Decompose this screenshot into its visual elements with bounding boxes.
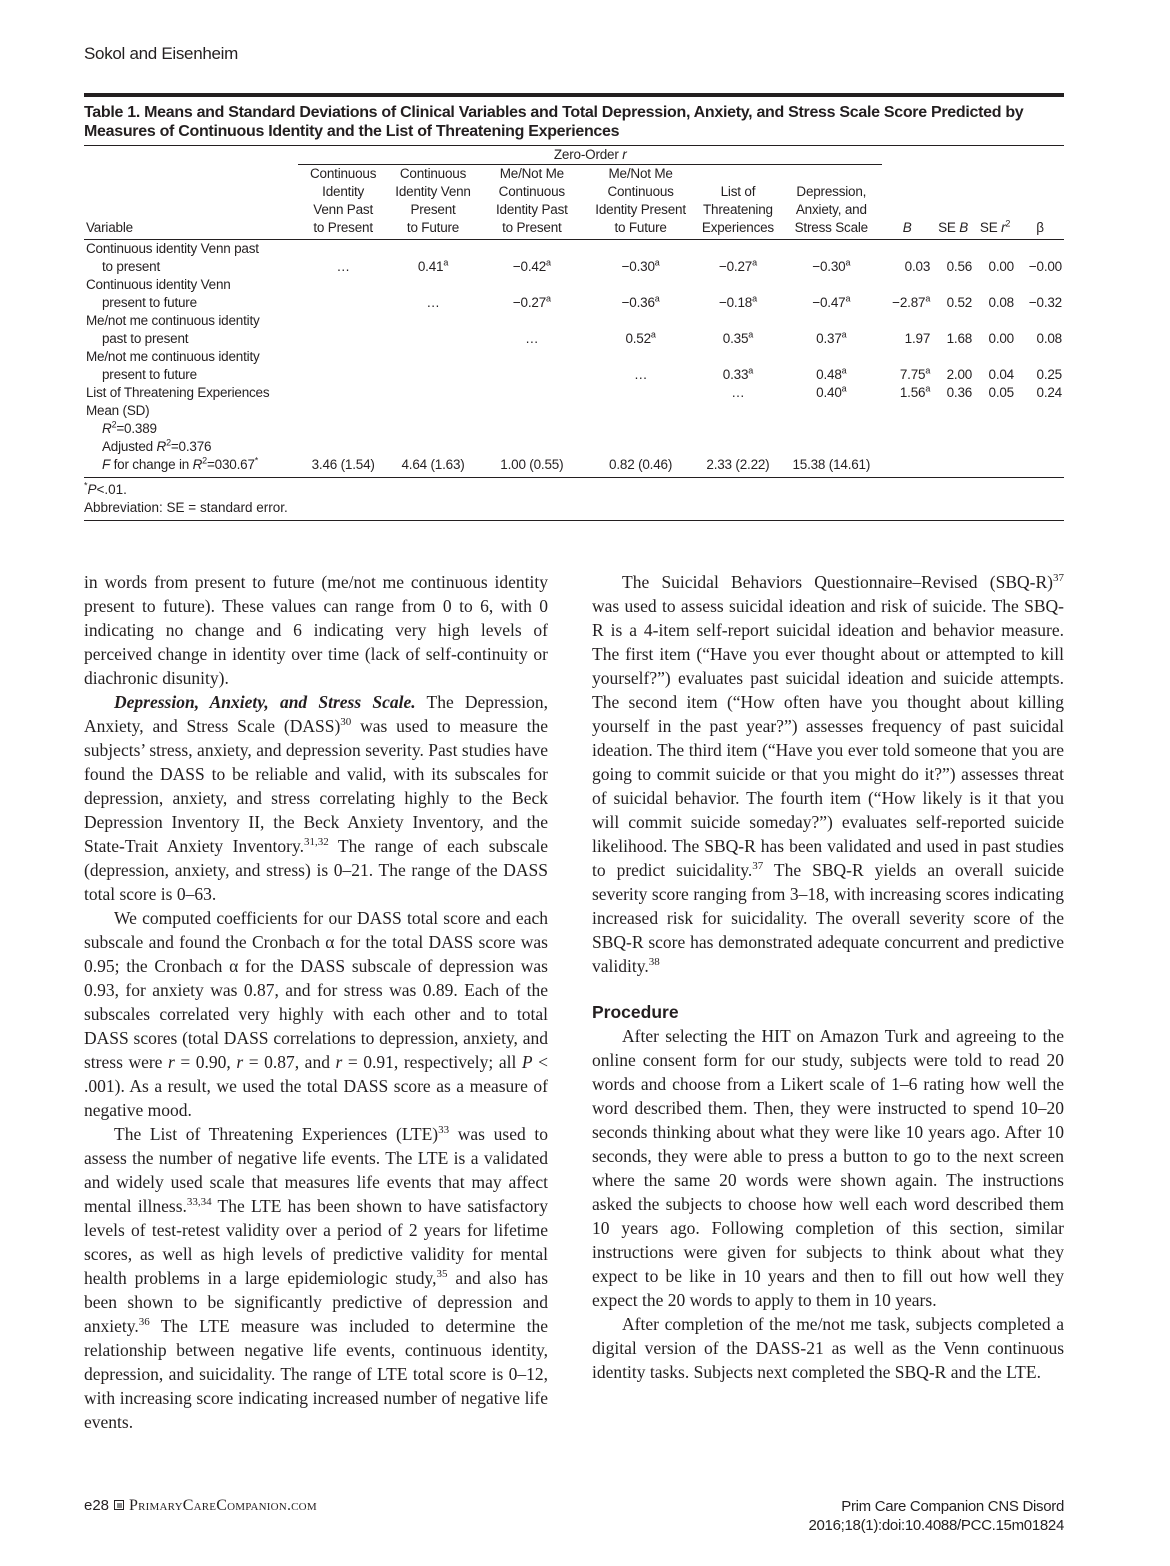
correlation-cell: 0.37$^a$ xyxy=(816,329,847,346)
citation-ref: 33 xyxy=(438,1124,450,1137)
significance-footnote: *P<.01. xyxy=(84,480,127,497)
col-header-venn-present-future: Continuous Identity Venn Present to Future xyxy=(388,165,478,240)
citation-ref: 38 xyxy=(648,956,660,969)
paragraph-procedure: After selecting the HIT on Amazon Turk and agreeing to the online consent form for our study, subjects were told to read 20 words and choose from a Likert scale of 1–6 rating how well the word described them. Then, they were instructed to spend 10–20 seconds thinking about what they were like 10 years ago. After 10 seconds, they were able to press a button to go to the next screen where the same 20 words were shown again. The instructions asked the subjects to choose how well each word described them 10 years ago. Following completion of this section, similar instructions were given for subjects to think about what they expect to be like in 10 years and then to fill out how well they expect the 20 words to apply to them in 10 years. xyxy=(592,1026,1064,1310)
table-row xyxy=(84,384,1064,402)
correlation-cell xyxy=(388,312,478,348)
paragraph-sbqr: The Suicidal Behaviors Questionnaire–Revised $(SBQ-R)^{37}$ was used to assess suicidal ideation and risk of suicide. The SBQ-R is a 4-item self-report suicidal ideation and behavior measure. The first item (“Have you ever thought about or attempted to kill yourself?”) evaluates past suicidal ideation and suicide attempts. The second item (“How often have you thought about killing yourself in the past year?”) assesses frequency of past suicidal ideation. The third item (“Have you ever told someone that you are going to commit suicide or that you might do it?”) assesses threat of suicidal behavior. The fourth item (“How likely is it that you will commit suicide someday?”) evaluates self-reported suicide likelihood. The SBQ-R has been validated and used in past studies to predict suicidality.$^{37}$ The SBQ-R yields an overall suicide severity score ranging from 3–18, with increasing scores indicating increased risk for suicidality. The overall severity score of the SBQ-R score has demonstrated adequate concurrent and predictive validity.$^{38}$ xyxy=(592,572,1064,976)
mean-cell: 1.00 (0.55) xyxy=(478,402,586,478)
citation-ref: 30 xyxy=(340,716,352,729)
se-r2-cell: 0.08 xyxy=(988,295,1014,310)
citation-ref: 37 xyxy=(1053,572,1064,585)
paragraph: in words from present to future (me/not me continuous identity present to future). These values can range from 0 to 6, with 0 indicating no change and 6 indicating very high levels of perceived change in identity over time (lack of self-continuity or diachronic disunity). xyxy=(84,572,548,688)
se-r2-cell: 0.00 xyxy=(988,331,1014,346)
se-b-cell: 1.68 xyxy=(946,331,973,346)
b-cell: 7.75$^a$ xyxy=(899,365,931,382)
correlation-cell xyxy=(298,312,388,348)
page-number: e28 xyxy=(84,1497,110,1514)
doi-citation: 2016;18(1):doi:10.4088/PCC.15m01824 xyxy=(808,1517,1064,1534)
correlation-cell: −0.27$^a$ xyxy=(512,293,551,310)
mean-cell: 4.64 (1.63) xyxy=(388,402,478,478)
correlation-cell: −0.27$^a$ xyxy=(718,257,757,274)
row-label: List of Threatening Experiences xyxy=(86,385,270,400)
table-caption: Table 1. Means and Standard Deviations of Clinical Variables and Total Depression, Anxiety, and Stress Scale Score Predicted by Measures of Continuous Identity and the List of Threatening Experiences xyxy=(84,104,1024,140)
row-label: Me/not me continuous identity present to future xyxy=(86,349,260,382)
se-r2-cell: 0.00 xyxy=(988,259,1014,274)
section-heading-procedure: Procedure xyxy=(592,1002,679,1022)
beta-cell: 0.24 xyxy=(1036,385,1062,400)
citation-ref: 33,34 xyxy=(186,1196,212,1209)
data-table xyxy=(84,146,1064,478)
b-cell: 1.97 xyxy=(904,331,931,346)
col-header-se-b: SE B xyxy=(932,165,974,240)
col-header-b: B xyxy=(882,165,932,240)
citation-ref: 36 xyxy=(138,1316,150,1329)
correlation-cell: … xyxy=(525,331,539,346)
col-header-beta: β xyxy=(1016,165,1064,240)
correlation-cell: 0.40$^a$ xyxy=(816,383,847,400)
journal-name: Prim Care Companion CNS Disord xyxy=(841,1498,1064,1515)
abbreviation-footnote: Abbreviation: SE = standard error. xyxy=(84,500,288,515)
table-1 xyxy=(84,93,1064,521)
correlation-cell: … xyxy=(426,295,440,310)
correlation-cell: 0.33$^a$ xyxy=(722,365,754,382)
adjusted-r2-stat: Adjusted $R^2=0.376$ xyxy=(102,437,212,454)
row-label: Continuous identity Venn past to present xyxy=(86,241,259,274)
correlation-cell xyxy=(298,348,388,384)
beta-cell: 0.08 xyxy=(1036,331,1062,346)
correlation-cell xyxy=(298,384,388,402)
r2-stat: $R^2=0.389$ xyxy=(102,419,157,436)
table-row-mean xyxy=(84,402,1064,478)
paragraph-cronbach: We computed coefficients for our DASS total score and each subscale and found the Cronbach α for the total DASS score was 0.95; the Cronbach α for the DASS subscale of depression was 0.93, for anxiety was 0.87, and for stress was 0.89. Each of the subscales correlated very highly with each other and to total DASS scores (total DASS correlations to depression, anxiety, and stress were r = 0.90, r = 0.87, and r = 0.91, respectively; all P < .001). As a result, we used the total DASS score as a measure of negative mood. xyxy=(84,908,549,1120)
col-header-dass: Depression, Anxiety, and Stress Scale xyxy=(780,165,882,240)
correlation-cell xyxy=(586,384,696,402)
mean-cell: 2.33 (2.22) xyxy=(695,402,780,478)
correlation-cell: −0.18$^a$ xyxy=(718,293,757,310)
table-row xyxy=(84,312,1064,348)
square-bullet-icon xyxy=(114,1500,124,1510)
correlation-cell xyxy=(298,276,388,312)
col-header-menotme-past-present: Me/Not Me Continuous Identity Past to Present xyxy=(478,165,586,240)
correlation-cell xyxy=(388,348,478,384)
beta-cell: −0.00 xyxy=(1028,259,1062,274)
se-r2-cell: 0.05 xyxy=(988,385,1014,400)
correlation-cell xyxy=(478,348,586,384)
beta-cell: −0.32 xyxy=(1028,295,1062,310)
row-label: Continuous identity Venn present to future xyxy=(86,277,231,310)
correlation-cell xyxy=(388,384,478,402)
table-footnotes xyxy=(84,478,1064,521)
left-column xyxy=(84,570,548,1434)
footer-right xyxy=(808,1497,1064,1535)
col-header-se-r2: SE $r^2$ xyxy=(974,165,1016,240)
row-label: Me/not me continuous identity past to present xyxy=(86,313,260,346)
col-header-venn-past-present: Continuous Identity Venn Past to Present xyxy=(298,165,388,240)
footer-left xyxy=(84,1497,317,1515)
table-row xyxy=(84,276,1064,312)
col-header-lte: List of Threatening Experiences xyxy=(695,165,780,240)
runin-heading: Depression, Anxiety, and Stress Scale. xyxy=(114,692,416,712)
col-header-variable: Variable xyxy=(84,165,298,240)
citation-ref: 31,32 xyxy=(303,836,329,849)
mean-cell: 15.38 (14.61) xyxy=(780,402,882,478)
running-head: Sokol and Eisenheim xyxy=(84,44,239,63)
se-b-cell: 0.56 xyxy=(946,259,973,274)
mean-cell: 0.82 (0.46) xyxy=(586,402,696,478)
correlation-cell: … xyxy=(731,385,745,400)
paragraph-lte: The List of Threatening Experiences (LTE)$^{33}$ was used to assess the number of negative life events. The LTE is a validated and widely used scale that measures life events that may affect mental illness.$^{33,34}$ The LTE has been shown to have satisfactory levels of test-retest validity over a period of 2 years for lifetime scores, as well as high levels of predictive validity for mental health problems in a large epidemiologic study,$^{35}$ and also has been shown to be significantly predictive of depression and anxiety.$^{36}$ The LTE measure was included to determine the relationship between negative life events, continuous identity, depression, and suicidality. The range of LTE total score is 0–12, with increasing score indicating increased number of negative life events. xyxy=(84,1124,548,1432)
correlation-cell: 0.41$^a$ xyxy=(417,257,449,274)
citation-ref: 35 xyxy=(436,1268,448,1281)
se-b-cell: 0.36 xyxy=(946,385,973,400)
paragraph-dass: Depression, Anxiety, and Stress Scale. The Depression, Anxiety, and Stress Scale (DASS)$^{30}$ was used to measure the subjects’ stress, anxiety, and depression severity. Past studies have found the DASS to be reliable and valid, with its subscales for depression, anxiety, and stress correlating highly to the Beck Depression Inventory II, the Beck Anxiety Inventory, and the State-Trait Anxiety Inventory.$^{31,32}$ The range of each subscale (depression, anxiety, and stress) is 0–21. The range of the DASS total score is 0–63. xyxy=(84,692,549,904)
paragraph-procedure-2: After completion of the me/not me task, subjects completed a digital version of the DASS-21 as well as the Venn continuous identity tasks. Subjects next completed the SBQ-R and the LTE. xyxy=(592,1314,1064,1382)
b-cell: 1.56$^a$ xyxy=(899,383,931,400)
correlation-cell: −0.47$^a$ xyxy=(812,293,851,310)
correlation-cell: 0.48$^a$ xyxy=(816,365,847,382)
correlation-cell: 0.52$^a$ xyxy=(625,329,656,346)
correlation-cell: −0.30$^a$ xyxy=(812,257,851,274)
correlation-cell: … xyxy=(633,367,648,382)
se-b-cell: 0.52 xyxy=(946,295,973,310)
correlation-cell: 0.35$^a$ xyxy=(722,329,754,346)
mean-label: Mean (SD) xyxy=(86,403,150,418)
col-header-menotme-present-future: Me/Not Me Continuous Identity Present to Future xyxy=(586,165,696,240)
table-row xyxy=(84,348,1064,384)
correlation-cell: … xyxy=(336,259,350,274)
citation-ref: 37 xyxy=(752,860,764,873)
journal-website-link[interactable]: PrimaryCareCompanion.com xyxy=(129,1497,317,1514)
mean-cell: 3.46 (1.54) xyxy=(298,402,388,478)
correlation-cell: −0.36$^a$ xyxy=(621,293,660,310)
correlation-cell: −0.30$^a$ xyxy=(621,257,660,274)
correlation-cell: −0.42$^a$ xyxy=(512,257,551,274)
se-b-cell: 2.00 xyxy=(946,367,973,382)
right-column xyxy=(592,570,1064,1384)
f-change-stat: F for change in $R^2=030.67^*$ xyxy=(102,455,259,472)
b-cell: 0.03 xyxy=(904,259,931,274)
zero-order-spanner: Zero-Order r xyxy=(298,146,882,165)
b-cell: −2.87$^a$ xyxy=(892,293,931,310)
beta-cell: 0.25 xyxy=(1036,367,1062,382)
correlation-cell xyxy=(478,384,586,402)
se-r2-cell: 0.04 xyxy=(988,367,1014,382)
table-row xyxy=(84,240,1064,277)
